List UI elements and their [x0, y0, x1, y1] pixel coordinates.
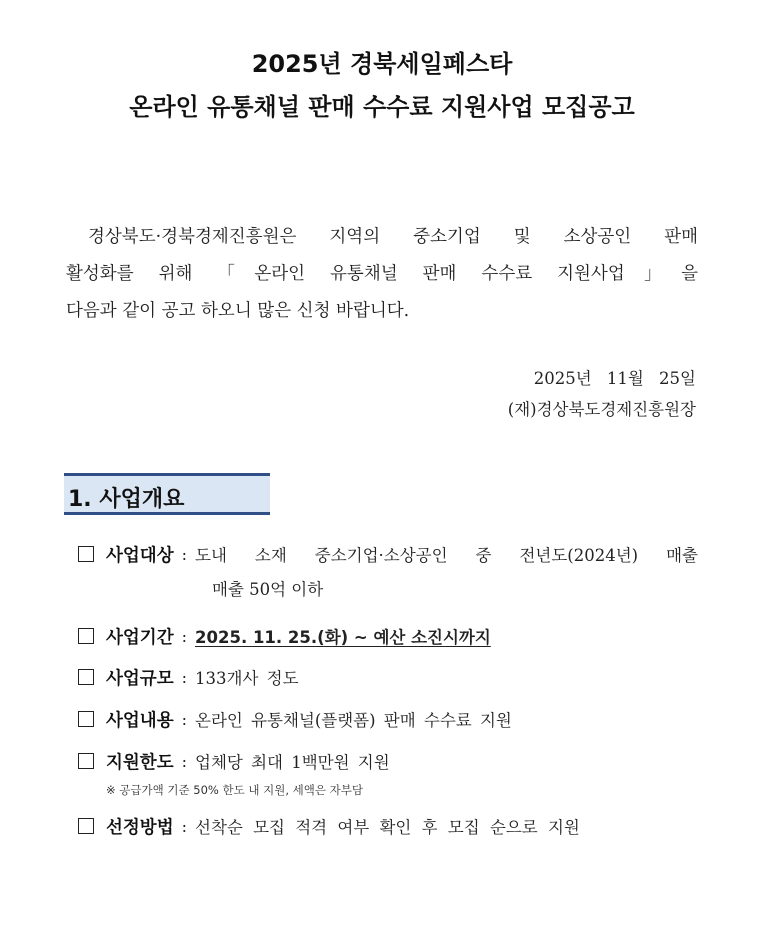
item-label: 사업규모 [106, 668, 174, 689]
item-colon: : [181, 626, 188, 646]
overview-item-content [78, 706, 512, 732]
checkbox-icon [78, 711, 94, 727]
item-colon: : [181, 816, 188, 836]
overview-item-selection [78, 813, 580, 839]
item-colon: : [181, 709, 188, 729]
item-colon: : [181, 544, 188, 564]
item-label: 사업대상 [106, 545, 174, 566]
limit-note: ※ 공급가액 기준 50% 한도 내 지원, 세액은 자부담 [106, 783, 363, 797]
overview-item-period [78, 623, 491, 649]
announcement-date: 2025년 11월 25일 [533, 369, 696, 388]
intro-paragraph-line1: 경상북도·경북경제진흥원은 지역의 중소기업 및 소상공인 판매 [88, 227, 698, 247]
item-value: 2025. 11. 25.(화) ~ 예산 소진시까지 [195, 628, 491, 647]
checkbox-icon [78, 818, 94, 834]
item-colon: : [181, 751, 188, 771]
item-value: 업체당 최대 1백만원 지원 [195, 753, 390, 772]
intro-paragraph-line3: 다음과 같이 공고 하오니 많은 신청 바랍니다. [66, 301, 410, 321]
checkbox-icon [78, 628, 94, 644]
item-label: 지원한도 [106, 752, 174, 773]
item-colon: : [181, 667, 188, 687]
section-heading-text: 1. 사업개요 [68, 487, 185, 512]
issuing-organization: (재)경상북도경제진흥원장 [507, 400, 696, 419]
overview-item-target [78, 541, 698, 567]
item-label: 선정방법 [106, 817, 174, 838]
item-value: 온라인 유통채널(플랫폼) 판매 수수료 지원 [195, 711, 512, 730]
checkbox-icon [78, 546, 94, 562]
overview-item-scale [78, 664, 299, 690]
item-value: 133개사 정도 [195, 669, 299, 688]
document-title-line1: 2025년 경북세일페스타 [251, 50, 513, 78]
overview-item-limit [78, 748, 390, 774]
document-title-line2: 온라인 유통채널 판매 수수료 지원사업 모집공고 [129, 93, 635, 121]
item-value: 도내 소재 중소기업·소상공인 중 전년도(2024년) 매출 [195, 546, 698, 565]
item-label: 사업기간 [106, 627, 174, 648]
item-label: 사업내용 [106, 710, 174, 731]
item-value: 선착순 모집 적격 여부 확인 후 모집 순으로 지원 [195, 818, 580, 837]
checkbox-icon [78, 753, 94, 769]
checkbox-icon [78, 669, 94, 685]
item-value-continuation: 매출 50억 이하 [212, 580, 324, 599]
intro-paragraph-line2: 활성화를 위해 「온라인 유통채널 판매 수수료 지원사업」을 [66, 264, 698, 284]
section-heading-overview [64, 473, 270, 515]
